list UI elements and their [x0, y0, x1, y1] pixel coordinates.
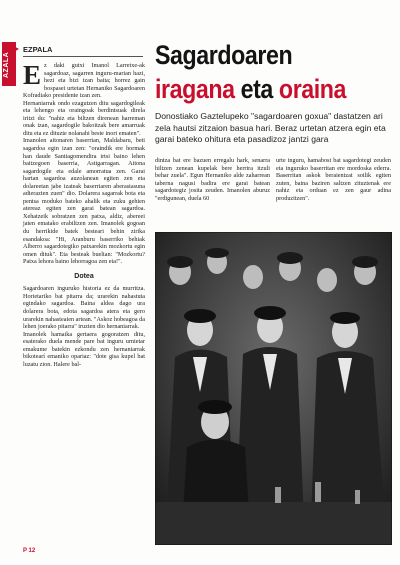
paragraph: Imanolen aitonaren baserrian, Maldabaru, beti sagardoa egin izan zen: "oraindik ere hormak han daude Santiagomendira irtsi baino lehen baitzegoen baserria, Astigarragan. Aitona sagardogile eta edale amorratua zen. Garai hartan sagardoa auzolanean egiten zen eta dolareetan jabe izateak baserriaren aberastasuna adierazten zuen" dio. Dolarera sagarrak bota eta pentsa moduko bateko ahalik eta zuku gehien atereaz egiten zen garai batean sagardoa. Xehatzeik sobratzen zen patxa, aldiz, abereei jaten ematako erabiltzen zen. Imanolek gogoan du herrikide batek besteari behin zirika esandakoa: "Hi, Aranburu baserriko behiak Alberro sagardotegiko patxarekin mozkortu egin omen dituk". Eta besteak bueltan: "Mozkortu? Patxa lehora baino lehorragoa zen eta!".	[23, 137, 145, 266]
section-label: EZPALA	[23, 45, 53, 54]
page-number: P 12	[23, 548, 36, 554]
side-tab-label: AZALA	[3, 51, 10, 79]
paragraph: dintza bat ere bazuen erregalu hark, senarra hiltzen zenean kupelak bere herrira itzuli behar zuela". Egun Hernaniko alde zaharrean taberna nagusi badira ere garai batean sagardotegiz josita zeuden. Imanolen aburuz "erdigunean, duela 60	[155, 157, 270, 202]
headline-line-1: Sagardoaren	[155, 40, 293, 70]
paragraph: Hernaniarrak ondo ezagutzen ditu sagardogileak eta lehengo eta oraingoak berdintsuak direla iritzi du: "nahiz eta biltzen direnean harreman onak izan, sagardogile bakoitzak bere amarruak ditu eta ez dituzte nolanahi beste inori ematen".	[23, 99, 145, 137]
drop-cap: E	[23, 60, 42, 90]
article-column-1	[23, 62, 145, 368]
headline-word-oraina: oraina	[278, 74, 347, 104]
article-dek: Donostiako Gaztelupeko "sagardoaren goxua" dastatzen ari zela hautsi zitzaion basua hari. Beraz urtetan atzera egin eta garai bateko ohitura eta pasadizoz jantzi gara	[155, 111, 386, 145]
subheading: Dotea	[74, 272, 94, 280]
paragraph: urte inguru, hamabost bat sagardotegi zeuden eta inguruko baserritan ere mordoska ederra. Baserritan askok beraientzat soilik egiten zuten, baina baziren saltzen zituztenak ere nahiz eta orduan ez zen gaur adina produzitzen".	[276, 157, 391, 202]
section-rule	[23, 56, 143, 57]
headline-line-2	[155, 74, 346, 105]
headline-word-iragana: iragana	[155, 74, 235, 104]
paragraph: Imanolek hamaika gertaera gogoratzen ditu, esaterako duela mende pare bat inguru urnietar emakume batekin ezkondu zen hernaniarrak bikotearí emaniko opariaz: "dote gisa kupel bat luzatu zion. Halere bal-	[23, 330, 145, 368]
paragraph-intro-text: z daki gutxi Imanol Larretxe-ak sagardoaz, sagarren inguru-marian hazi, hezi eta bizi izan baita; horrez gain bospasei urtetan Hernaniko Sagardoaren Kofradiako presidente izan zen.	[23, 62, 145, 100]
paragraph-intro	[23, 62, 145, 100]
historical-photo-image	[155, 232, 392, 545]
article-column-3	[276, 157, 391, 202]
paragraph: Sagardoaren inguruko historia ez da murritza. Horietariko bat pitarra da; urarekin nahastuta egindako sagardoa. Baina aldea dago ura dolarera bota, edota sagardoa atera eta gero urarekin nahasteaien artean. "Askoz hobeagoa da lehen joerako pitarra" iruzten dio hernaniarrak.	[23, 285, 145, 331]
red-triangle-marker	[10, 44, 19, 54]
headline-word-eta: eta	[240, 74, 273, 104]
historical-photo	[155, 232, 392, 545]
article-column-2	[155, 157, 270, 202]
